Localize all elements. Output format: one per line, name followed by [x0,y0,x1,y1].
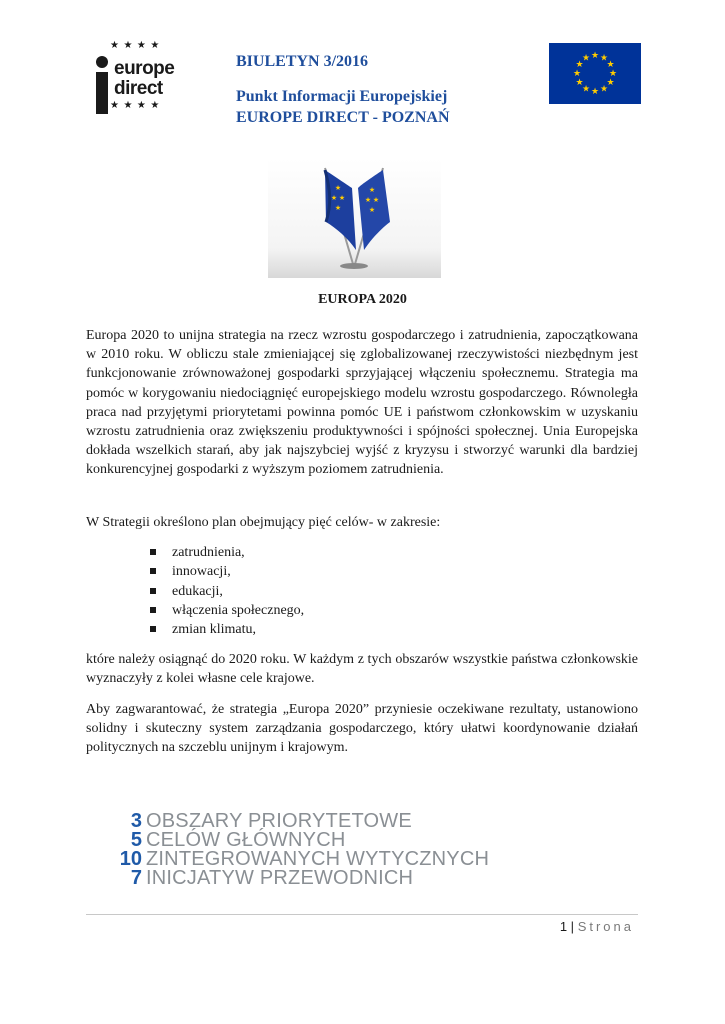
org-subname: EUROPE DIRECT - POZNAŃ [236,109,450,126]
bullet-square-icon [150,549,156,555]
list-item: zatrudnienia, [150,543,304,562]
svg-text:★: ★ [599,53,609,64]
svg-text:★: ★ [368,186,376,194]
article-title: EUROPA 2020 [318,292,407,307]
list-item: edukacji, [150,582,304,601]
svg-text:★: ★ [368,206,376,214]
logo-i-icon [94,56,110,116]
list-item: włączenia społecznego, [150,601,304,620]
logo-stars-icon: ★ ★ ★ ★ [110,40,161,51]
eu-table-flags-icon [268,158,441,278]
goals-list [150,543,304,639]
svg-text:★: ★ [606,78,615,88]
paragraph-governance: Aby zagwarantować, że strategia „Europa 2020” przyniesie oczekiwane rezultaty, ustanowiono solidny i skuteczny system zarządzania gospodarczego, który ułatwi koordynowanie działań politycznych na szczeblu unijnym i krajowym. [86,702,638,756]
paragraph-national-goals: które należy osiągnąć do 2020 roku. W każdym z tych obszarów wszystkie państwa członkowskie wyznaczyły z kolei własne cele krajowe. [86,652,638,687]
priority-row: 3 OBSZARY PRIORYTETOWE [130,810,412,832]
org-name: Punkt Informacji Europejskiej [236,88,448,105]
bullet-square-icon [150,607,156,613]
paragraph-plan: W Strategii określono plan obejmujący pięć celów- w zakresie: [86,515,441,530]
priority-row: 7 INICJATYW PRZEWODNICH [130,867,414,889]
logo-text-europe: europe [114,58,175,79]
list-item: innowacji, [150,562,304,581]
footer-divider [86,914,638,915]
svg-text:★: ★ [581,53,591,64]
svg-text:★: ★ [330,194,338,202]
priorities-graphic [118,812,489,888]
svg-text:★: ★ [575,60,584,70]
paragraph-intro: Europa 2020 to unijna strategia na rzecz wzrostu gospodarczego i zatrudnienia, zapoczątkowana w 2010 roku. W obliczu stale zmieniającej się zglobalizowanej rzeczywistości niezbędnym jest funkcjonowanie zrównoważonej gospodarki sprzyjającej włączeniu społecznemu. Strategia ma pomóc w korygowaniu niedociągnięć europejskiego modelu wzrostu gospodarczego. Równoległa praca nad przyjętymi priorytetami powinna pomóc UE i państwom członkowskim w uzyskaniu wzrostu zatrudnienia oraz zwiększeniu produktywności i spójności społecznej. Unia Europejska dokłada wszelkich starań, aby jak najszybciej wyjść z kryzysu i stworzyć warunki dla bardziej konkurencyjnej gospodarki z wyższym poziomem zatrudnienia. [86,328,638,478]
bullet-square-icon [150,588,156,594]
bulletin-title: BIULETYN 3/2016 [236,53,369,70]
svg-text:★: ★ [334,184,342,192]
page-footer [0,919,634,934]
svg-text:★: ★ [590,87,600,97]
page-word: Strona [577,919,634,934]
list-item: zmian klimatu, [150,620,304,639]
svg-text:★: ★ [372,196,380,204]
logo-stars-bottom-icon: ★ ★ ★ ★ [110,100,161,111]
bullet-square-icon [150,626,156,632]
svg-text:★: ★ [581,84,591,95]
svg-text:★: ★ [334,204,342,212]
page-number: 1 [559,919,568,934]
europe-direct-logo-icon [92,40,178,118]
footer-separator: | [570,919,575,934]
priority-row: 10 ZINTEGROWANYCH WYTYCZNYCH [119,848,490,870]
svg-text:★: ★ [608,69,618,79]
priority-row: 5 CELÓW GŁÓWNYCH [130,829,346,851]
svg-text:★: ★ [572,69,582,79]
svg-text:★: ★ [606,60,615,70]
logo-text-direct: direct [114,78,163,99]
bullet-square-icon [150,568,156,574]
svg-text:★: ★ [590,51,600,61]
svg-text:★: ★ [364,196,372,204]
svg-text:★: ★ [575,78,584,88]
svg-text:★: ★ [338,194,346,202]
svg-text:★: ★ [599,84,609,95]
eu-flag-icon [549,43,641,104]
